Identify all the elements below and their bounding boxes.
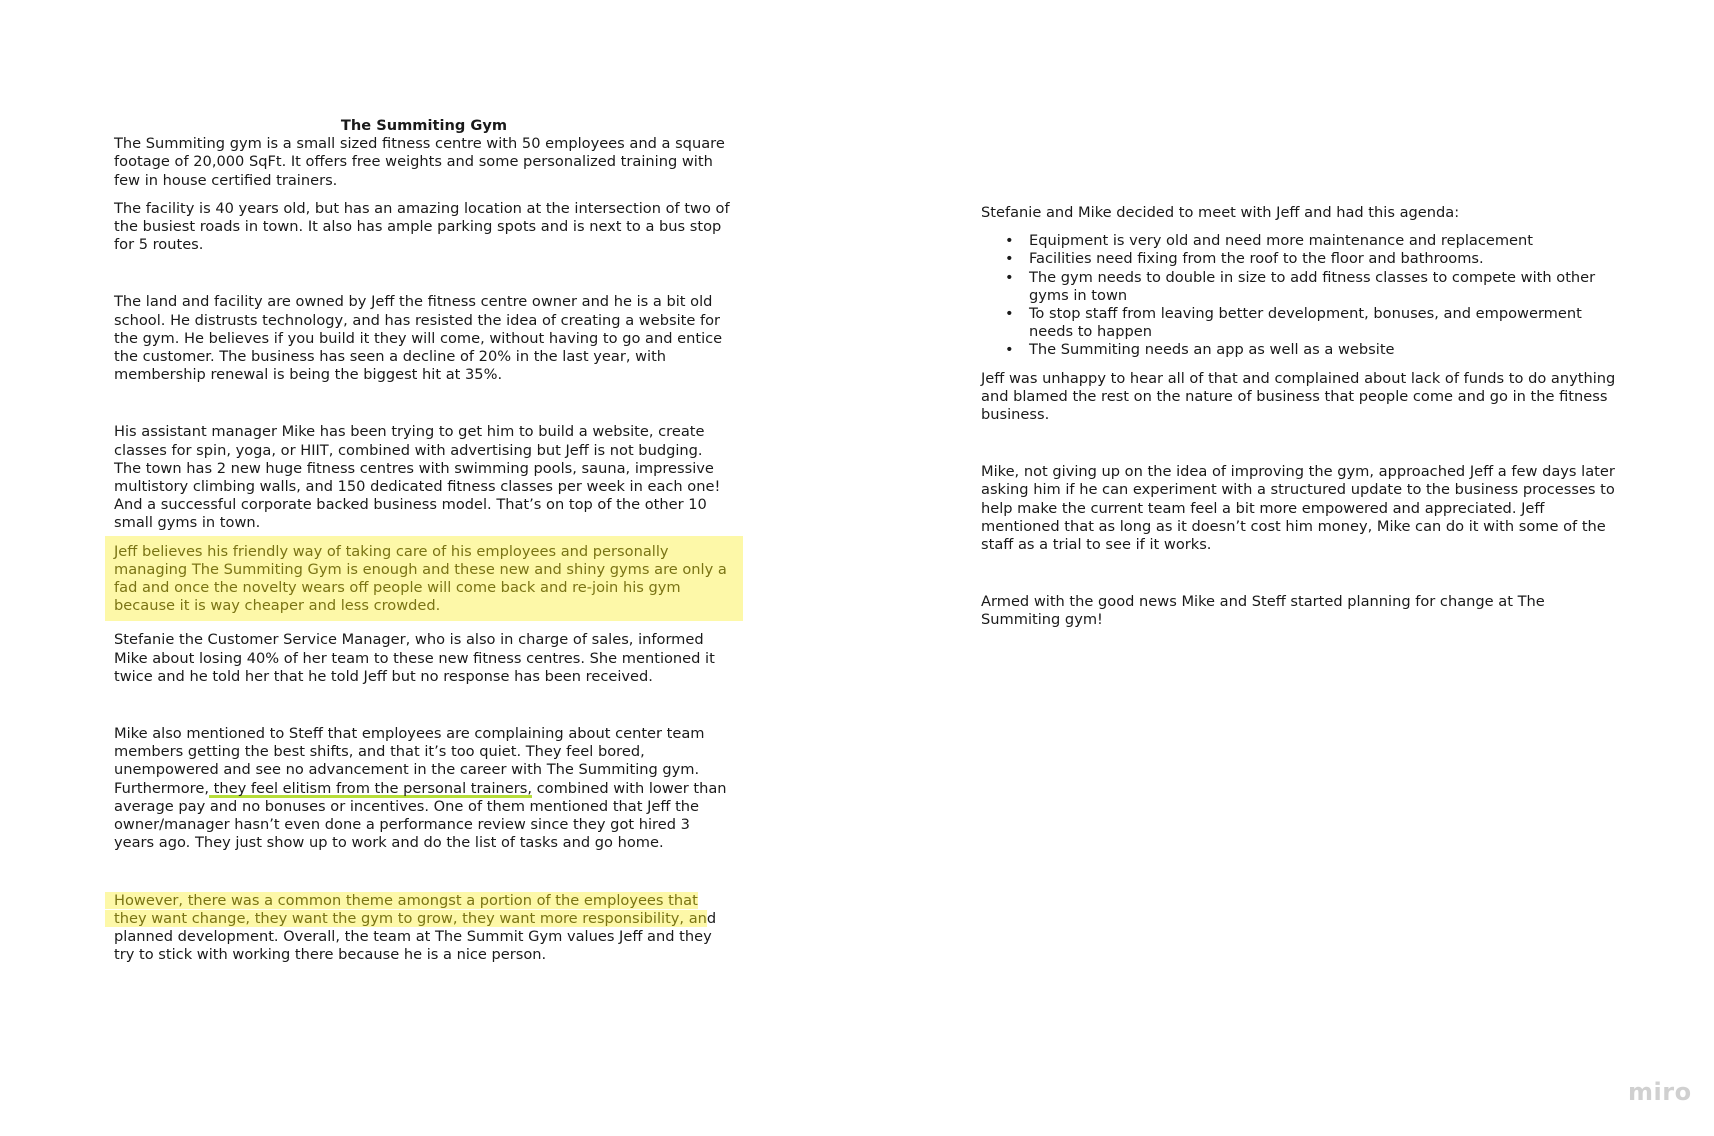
highlighted-line-common-theme: However, there was a common theme amongst a portion of the employees that (114, 891, 698, 909)
agenda-list (981, 232, 1621, 359)
paragraph-customer-service: Stefanie the Customer Service Manager, who is also in charge of sales, informed Mike about losing 40% of her team to these new fitness centres. She mentioned it twice and he told her that he told Jeff but no response has been received. (114, 631, 715, 685)
paragraph-facility: The facility is 40 years old, but has an amazing location at the intersection of two of the busiest roads in town. It also has ample parking spots and is next to a bus stop for 5 routes. (114, 199, 730, 254)
common-theme-text-end: d planned development. Overall, the team at The Summit Gym values Jeff and they try to stick with working there because he is a nice person. (114, 909, 717, 964)
paragraph-mike-experiment: Mike, not giving up on the idea of improving the gym, approached Jeff a few days later asking him if he can experiment with a structured update to the business processes to help make the current team feel a bit more empowered and appreciated. Jeff mentioned that as long as it doesn’t cost him money, Mike can do it with some of the staff as a trial to see if it works. (981, 463, 1615, 554)
paragraph-owner: The land and facility are owned by Jeff the fitness centre owner and he is a bit old school. He distrusts technology, and has resisted the idea of creating a website for the gym. He believes if you build it they will come, without having to go and entice the customer. The business has seen a decline of 20% in the last year, with membership renewal is being the biggest hit at 35%. (114, 293, 723, 384)
miro-logo: miro (1628, 1078, 1692, 1106)
paragraph-agenda-intro: Stefanie and Mike decided to meet with Jeff and had this agenda: (981, 204, 1460, 221)
underlined-phrase-elitism: they feel elitism from the personal trainers, (208, 779, 532, 797)
paragraph-assistant-manager: His assistant manager Mike has been trying to get him to build a website, create classes for spin, yoga, or HIIT, combined with advertising but Jeff is not budging. The town has 2 new huge fitness centres with swimming pools, sauna, impressive multistory climbing walls, and 150 dedicated fitness classes per week in each one! And a successful corporate backed business model. That’s on top of the other 10 small gyms in town. (114, 423, 721, 532)
highlighted-line-want-change: they want change, they want the gym to grow, they want more responsibility, an (114, 909, 707, 927)
left-column (114, 117, 734, 964)
right-column (981, 204, 1621, 630)
paragraph-employee-complaints (114, 725, 734, 852)
agenda-item: • Equipment is very old and need more maintenance and replacement (1029, 232, 1621, 250)
paragraph-jeff-unhappy: Jeff was unhappy to hear all of that and complained about lack of funds to do anything and blamed the rest on the nature of business that people come and go in the fitness business. (981, 369, 1616, 424)
document-title: The Summiting Gym (340, 117, 508, 134)
complaints-text-start: Mike also mentioned to Steff that employees are complaining about center team members getting the best shifts, and that it’s too quiet. They feel bored, unempowered and see no advancement in the career with The Summiting gym. Furthermore, (114, 725, 705, 797)
agenda-item: • The gym needs to double in size to add fitness classes to compete with other gyms in town (1029, 269, 1621, 305)
complaints-text-end: combined with lower than average pay and no bonuses or incentives. One of them mentioned that Jeff the owner/manager hasn’t even done a performance review since they got hired 3 years ago. They just show up to work and do the list of tasks and go home. (114, 779, 727, 852)
paragraph-good-news: Armed with the good news Mike and Steff started planning for change at The Summiting gym! (981, 593, 1545, 629)
highlighted-paragraph-jeff-belief: Jeff believes his friendly way of taking care of his employees and personally managing The Summiting Gym is enough and these new and shiny gyms are only a fad and once the novelty wears off people will come back and re-join his gym because it is way cheaper and less crowded. (105, 536, 743, 622)
paragraph-intro: The Summiting gym is a small sized fitness centre with 50 employees and a square footage of 20,000 SqFt. It offers free weights and some personalized training with few in house certified trainers. (114, 135, 725, 189)
agenda-item: • Facilities need fixing from the roof to the floor and bathrooms. (1029, 250, 1621, 268)
agenda-item: • The Summiting needs an app as well as a website (1029, 341, 1621, 359)
agenda-item: • To stop staff from leaving better development, bonuses, and empowerment needs to happen (1029, 305, 1621, 341)
paragraph-common-theme (114, 892, 734, 965)
